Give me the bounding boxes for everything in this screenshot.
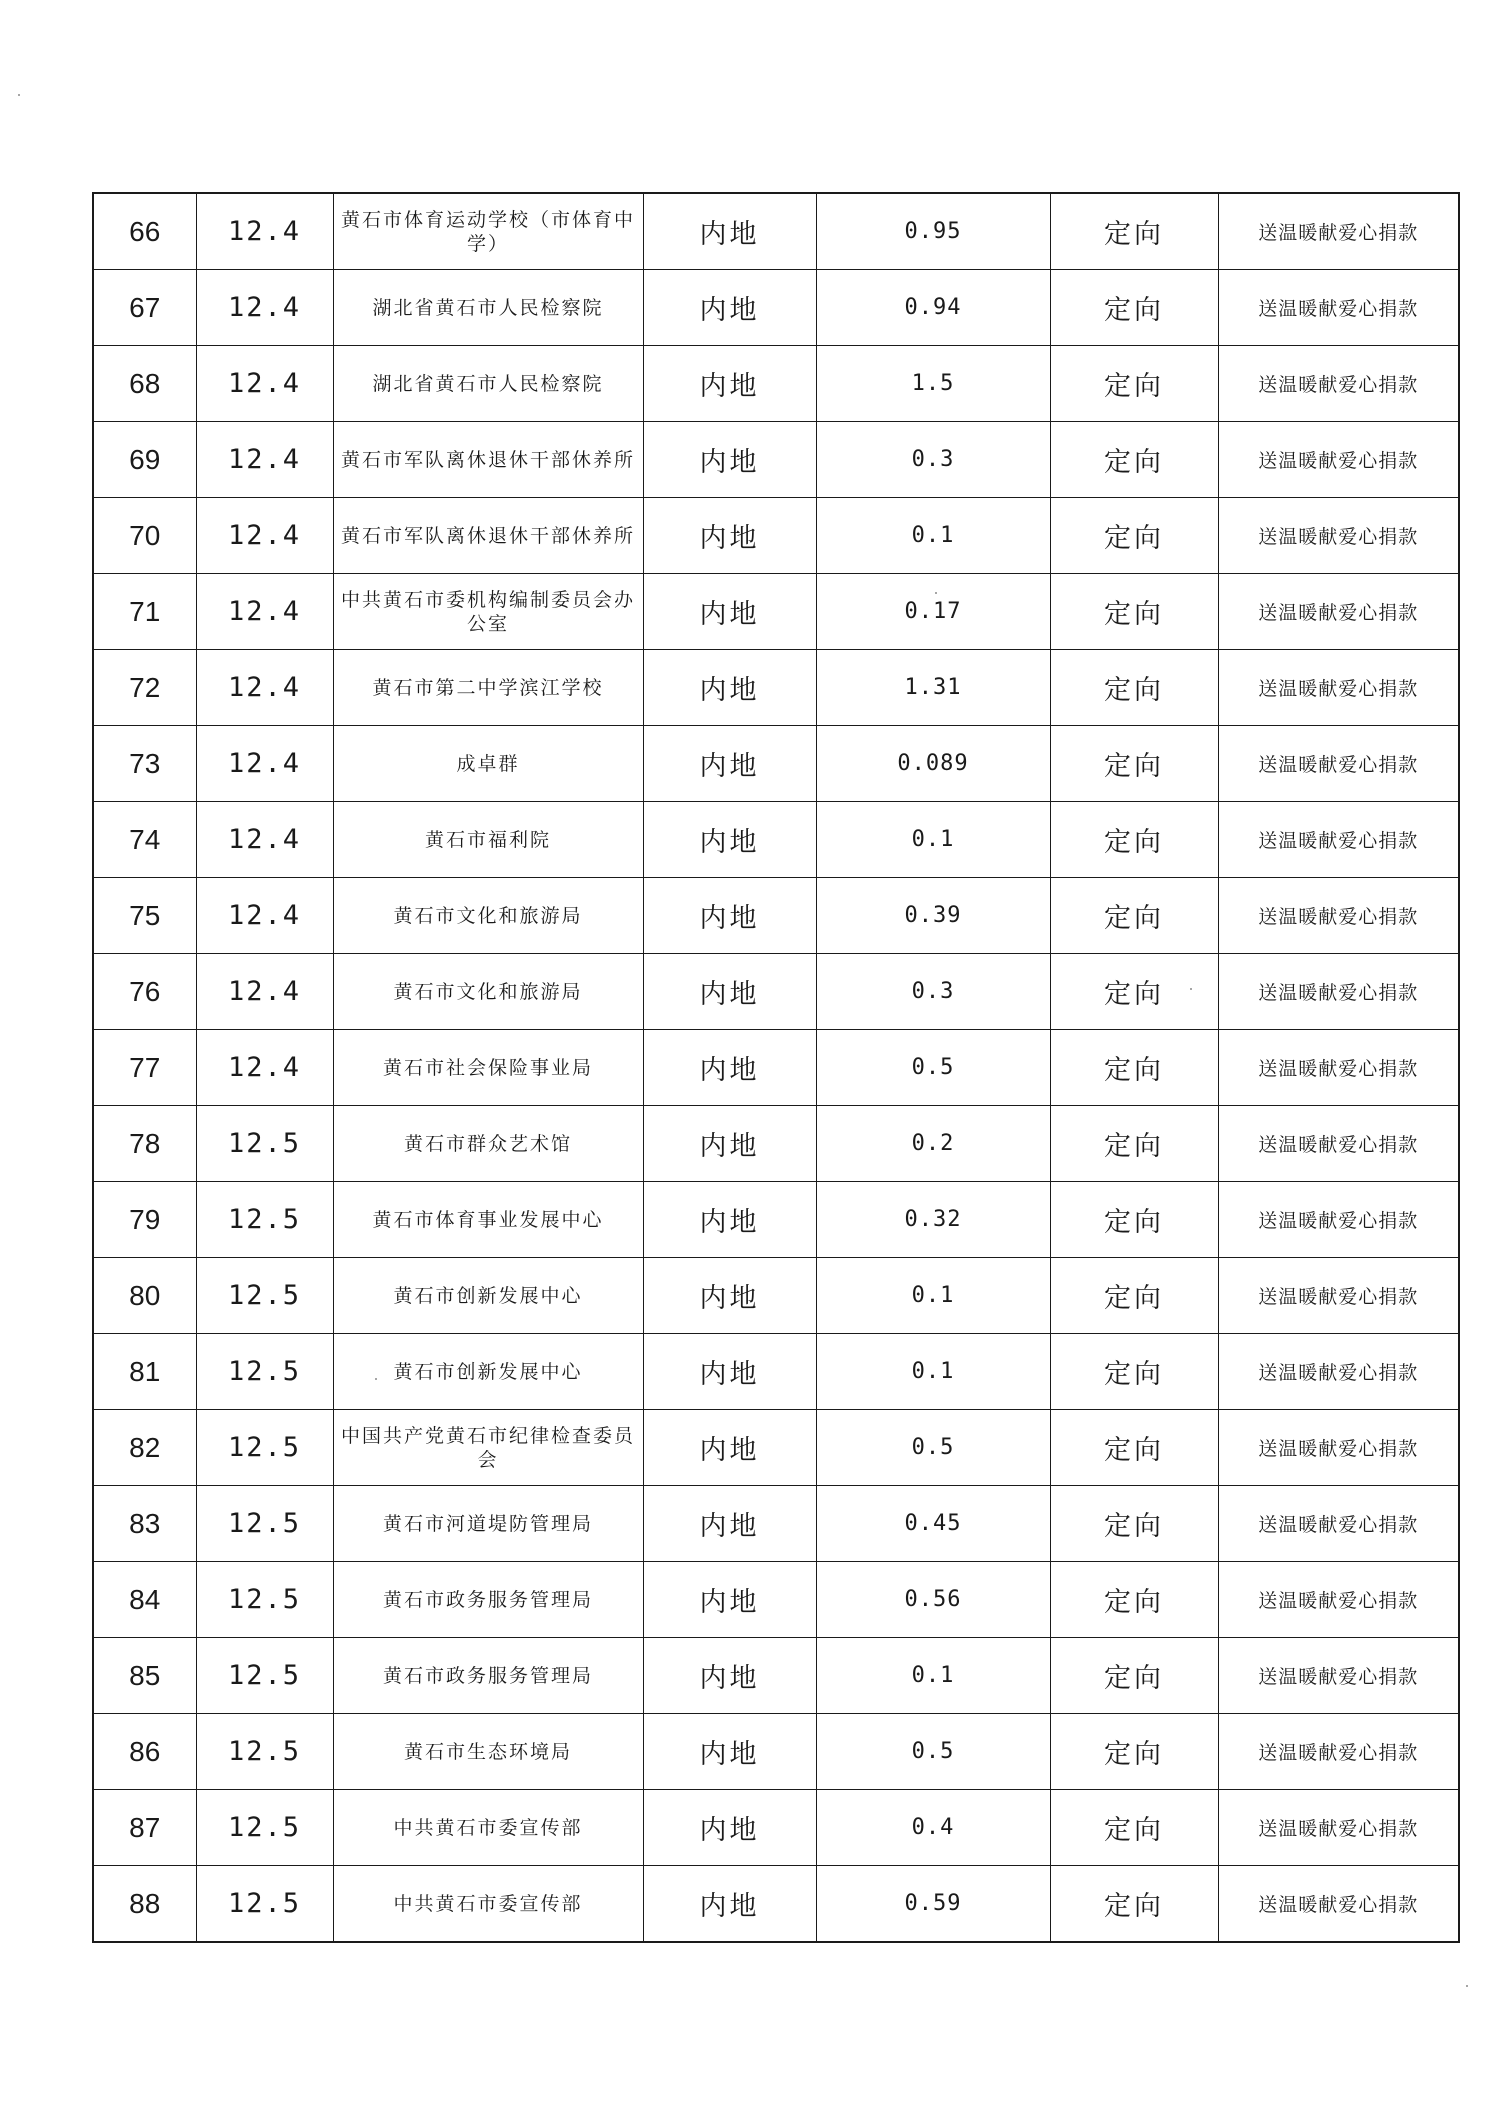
- table-row: [93, 726, 1459, 802]
- donation-amount: 0.5: [816, 1410, 1050, 1486]
- donation-purpose: 送温暖献爱心捐款: [1218, 193, 1459, 270]
- donation-table: [92, 192, 1460, 1943]
- donation-date: 12.4: [196, 193, 333, 270]
- row-number: 88: [93, 1866, 196, 1943]
- row-number: 69: [93, 422, 196, 498]
- donation-amount: 0.94: [816, 270, 1050, 346]
- row-number: 84: [93, 1562, 196, 1638]
- donation-amount: 0.1: [816, 1258, 1050, 1334]
- donor-region: 内地: [643, 878, 816, 954]
- donor-name: 中共黄石市委宣传部: [333, 1790, 643, 1866]
- donation-date: 12.5: [196, 1866, 333, 1943]
- donation-amount: 0.2: [816, 1106, 1050, 1182]
- donation-date: 12.5: [196, 1106, 333, 1182]
- donor-region: 内地: [643, 270, 816, 346]
- donation-type: 定向: [1050, 498, 1218, 574]
- donor-name: 黄石市军队离休退休干部休养所: [333, 422, 643, 498]
- donation-date: 12.4: [196, 346, 333, 422]
- donation-type: 定向: [1050, 422, 1218, 498]
- table-row: [93, 1106, 1459, 1182]
- donor-name: 中共黄石市委机构编制委员会办公室: [333, 574, 643, 650]
- donation-date: 12.4: [196, 954, 333, 1030]
- donation-date: 12.4: [196, 1030, 333, 1106]
- donation-amount: 0.56: [816, 1562, 1050, 1638]
- donor-region: 内地: [643, 1562, 816, 1638]
- donation-date: 12.5: [196, 1334, 333, 1410]
- row-number: 66: [93, 193, 196, 270]
- donor-region: 内地: [643, 1410, 816, 1486]
- donation-type: 定向: [1050, 270, 1218, 346]
- donation-date: 12.5: [196, 1486, 333, 1562]
- donation-date: 12.4: [196, 726, 333, 802]
- row-number: 86: [93, 1714, 196, 1790]
- donation-amount: 0.1: [816, 1334, 1050, 1410]
- table-row: [93, 422, 1459, 498]
- donor-name: 黄石市第二中学滨江学校: [333, 650, 643, 726]
- donation-date: 12.4: [196, 498, 333, 574]
- donation-purpose: 送温暖献爱心捐款: [1218, 878, 1459, 954]
- donation-purpose: 送温暖献爱心捐款: [1218, 574, 1459, 650]
- table-row: [93, 954, 1459, 1030]
- donation-type: 定向: [1050, 1106, 1218, 1182]
- donor-name: 黄石市福利院: [333, 802, 643, 878]
- donation-date: 12.5: [196, 1410, 333, 1486]
- table-row: [93, 1790, 1459, 1866]
- row-number: 68: [93, 346, 196, 422]
- donation-type: 定向: [1050, 574, 1218, 650]
- row-number: 74: [93, 802, 196, 878]
- donation-date: 12.4: [196, 878, 333, 954]
- donation-purpose: 送温暖献爱心捐款: [1218, 1258, 1459, 1334]
- donor-name: 黄石市体育运动学校（市体育中学）: [333, 193, 643, 270]
- row-number: 76: [93, 954, 196, 1030]
- donation-amount: 0.3: [816, 954, 1050, 1030]
- donation-type: 定向: [1050, 726, 1218, 802]
- table-row: [93, 498, 1459, 574]
- row-number: 83: [93, 1486, 196, 1562]
- table-row: [93, 346, 1459, 422]
- row-number: 67: [93, 270, 196, 346]
- table-row: [93, 1410, 1459, 1486]
- donor-name: 成卓群: [333, 726, 643, 802]
- donation-type: 定向: [1050, 1182, 1218, 1258]
- donation-purpose: 送温暖献爱心捐款: [1218, 1030, 1459, 1106]
- table-row: [93, 1334, 1459, 1410]
- donation-amount: 0.45: [816, 1486, 1050, 1562]
- donation-date: 12.4: [196, 650, 333, 726]
- table-row: [93, 193, 1459, 270]
- scan-speck: [1466, 1985, 1468, 1987]
- table-row: [93, 1638, 1459, 1714]
- donor-region: 内地: [643, 1638, 816, 1714]
- donation-type: 定向: [1050, 1638, 1218, 1714]
- donation-date: 12.5: [196, 1562, 333, 1638]
- donation-type: 定向: [1050, 878, 1218, 954]
- donor-region: 内地: [643, 1486, 816, 1562]
- donation-purpose: 送温暖献爱心捐款: [1218, 1714, 1459, 1790]
- donation-purpose: 送温暖献爱心捐款: [1218, 1790, 1459, 1866]
- table-row: [93, 1030, 1459, 1106]
- donor-region: 内地: [643, 498, 816, 574]
- table-row: [93, 574, 1459, 650]
- table-row: [93, 650, 1459, 726]
- donation-purpose: 送温暖献爱心捐款: [1218, 954, 1459, 1030]
- donation-purpose: 送温暖献爱心捐款: [1218, 270, 1459, 346]
- donor-name: 黄石市军队离休退休干部休养所: [333, 498, 643, 574]
- donation-type: 定向: [1050, 650, 1218, 726]
- donor-region: 内地: [643, 1790, 816, 1866]
- donor-region: 内地: [643, 726, 816, 802]
- donation-amount: 0.59: [816, 1866, 1050, 1943]
- donation-date: 12.4: [196, 574, 333, 650]
- donation-amount: 0.32: [816, 1182, 1050, 1258]
- donation-type: 定向: [1050, 1790, 1218, 1866]
- donation-type: 定向: [1050, 1334, 1218, 1410]
- table-row: [93, 1486, 1459, 1562]
- table-row: [93, 1258, 1459, 1334]
- donation-amount: 0.5: [816, 1714, 1050, 1790]
- donation-purpose: 送温暖献爱心捐款: [1218, 1486, 1459, 1562]
- table-row: [93, 802, 1459, 878]
- row-number: 78: [93, 1106, 196, 1182]
- row-number: 87: [93, 1790, 196, 1866]
- donation-type: 定向: [1050, 1410, 1218, 1486]
- donation-purpose: 送温暖献爱心捐款: [1218, 1182, 1459, 1258]
- donor-region: 内地: [643, 1258, 816, 1334]
- donor-name: 黄石市政务服务管理局: [333, 1562, 643, 1638]
- donor-region: 内地: [643, 1334, 816, 1410]
- donation-date: 12.4: [196, 422, 333, 498]
- donation-purpose: 送温暖献爱心捐款: [1218, 498, 1459, 574]
- donation-amount: 0.1: [816, 802, 1050, 878]
- table-row: [93, 1182, 1459, 1258]
- donor-name: 黄石市政务服务管理局: [333, 1638, 643, 1714]
- donor-name: 黄石市生态环境局: [333, 1714, 643, 1790]
- donation-date: 12.5: [196, 1182, 333, 1258]
- donation-date: 12.4: [196, 270, 333, 346]
- donor-region: 内地: [643, 802, 816, 878]
- donor-name: 黄石市社会保险事业局: [333, 1030, 643, 1106]
- donor-name: 湖北省黄石市人民检察院: [333, 270, 643, 346]
- donor-region: 内地: [643, 193, 816, 270]
- donation-purpose: 送温暖献爱心捐款: [1218, 1334, 1459, 1410]
- table-row: [93, 1866, 1459, 1943]
- row-number: 73: [93, 726, 196, 802]
- row-number: 72: [93, 650, 196, 726]
- donation-date: 12.4: [196, 802, 333, 878]
- donor-region: 内地: [643, 954, 816, 1030]
- donor-region: 内地: [643, 346, 816, 422]
- donation-type: 定向: [1050, 1866, 1218, 1943]
- donation-purpose: 送温暖献爱心捐款: [1218, 346, 1459, 422]
- donor-name: 黄石市创新发展中心: [333, 1258, 643, 1334]
- table-row: [93, 878, 1459, 954]
- donation-amount: 0.17: [816, 574, 1050, 650]
- donation-purpose: 送温暖献爱心捐款: [1218, 1638, 1459, 1714]
- donation-type: 定向: [1050, 193, 1218, 270]
- table-row: [93, 1714, 1459, 1790]
- donor-name: 湖北省黄石市人民检察院: [333, 346, 643, 422]
- donation-amount: 0.95: [816, 193, 1050, 270]
- donation-amount: 0.39: [816, 878, 1050, 954]
- donor-name: 黄石市体育事业发展中心: [333, 1182, 643, 1258]
- row-number: 70: [93, 498, 196, 574]
- donor-region: 内地: [643, 1106, 816, 1182]
- scan-speck: [18, 94, 20, 96]
- donation-table-body: [93, 193, 1459, 1942]
- donation-type: 定向: [1050, 346, 1218, 422]
- row-number: 80: [93, 1258, 196, 1334]
- row-number: 71: [93, 574, 196, 650]
- donation-amount: 1.5: [816, 346, 1050, 422]
- donation-purpose: 送温暖献爱心捐款: [1218, 726, 1459, 802]
- row-number: 81: [93, 1334, 196, 1410]
- donor-region: 内地: [643, 1182, 816, 1258]
- donor-region: 内地: [643, 1714, 816, 1790]
- donor-region: 内地: [643, 1866, 816, 1943]
- donor-region: 内地: [643, 650, 816, 726]
- donation-type: 定向: [1050, 1714, 1218, 1790]
- donor-name: 中共黄石市委宣传部: [333, 1866, 643, 1943]
- donation-type: 定向: [1050, 1030, 1218, 1106]
- donation-amount: 0.089: [816, 726, 1050, 802]
- donation-purpose: 送温暖献爱心捐款: [1218, 422, 1459, 498]
- donor-name: 黄石市文化和旅游局: [333, 878, 643, 954]
- donation-amount: 0.3: [816, 422, 1050, 498]
- donation-type: 定向: [1050, 954, 1218, 1030]
- table-row: [93, 1562, 1459, 1638]
- donor-name: 黄石市创新发展中心: [333, 1334, 643, 1410]
- row-number: 75: [93, 878, 196, 954]
- donation-purpose: 送温暖献爱心捐款: [1218, 1410, 1459, 1486]
- donation-date: 12.5: [196, 1638, 333, 1714]
- donation-amount: 0.5: [816, 1030, 1050, 1106]
- donation-purpose: 送温暖献爱心捐款: [1218, 1562, 1459, 1638]
- table-row: [93, 270, 1459, 346]
- row-number: 77: [93, 1030, 196, 1106]
- donor-name: 黄石市群众艺术馆: [333, 1106, 643, 1182]
- donation-type: 定向: [1050, 1258, 1218, 1334]
- donation-purpose: 送温暖献爱心捐款: [1218, 1106, 1459, 1182]
- donation-purpose: 送温暖献爱心捐款: [1218, 1866, 1459, 1943]
- row-number: 85: [93, 1638, 196, 1714]
- donation-amount: 0.1: [816, 498, 1050, 574]
- donor-region: 内地: [643, 574, 816, 650]
- donation-date: 12.5: [196, 1258, 333, 1334]
- donation-amount: 1.31: [816, 650, 1050, 726]
- donor-name: 黄石市文化和旅游局: [333, 954, 643, 1030]
- donation-type: 定向: [1050, 802, 1218, 878]
- row-number: 79: [93, 1182, 196, 1258]
- donation-amount: 0.4: [816, 1790, 1050, 1866]
- donor-name: 中国共产党黄石市纪律检查委员会: [333, 1410, 643, 1486]
- donor-region: 内地: [643, 422, 816, 498]
- donation-purpose: 送温暖献爱心捐款: [1218, 650, 1459, 726]
- donation-purpose: 送温暖献爱心捐款: [1218, 802, 1459, 878]
- donation-date: 12.5: [196, 1790, 333, 1866]
- donation-date: 12.5: [196, 1714, 333, 1790]
- donation-type: 定向: [1050, 1486, 1218, 1562]
- donation-type: 定向: [1050, 1562, 1218, 1638]
- row-number: 82: [93, 1410, 196, 1486]
- donation-amount: 0.1: [816, 1638, 1050, 1714]
- donor-region: 内地: [643, 1030, 816, 1106]
- donor-name: 黄石市河道堤防管理局: [333, 1486, 643, 1562]
